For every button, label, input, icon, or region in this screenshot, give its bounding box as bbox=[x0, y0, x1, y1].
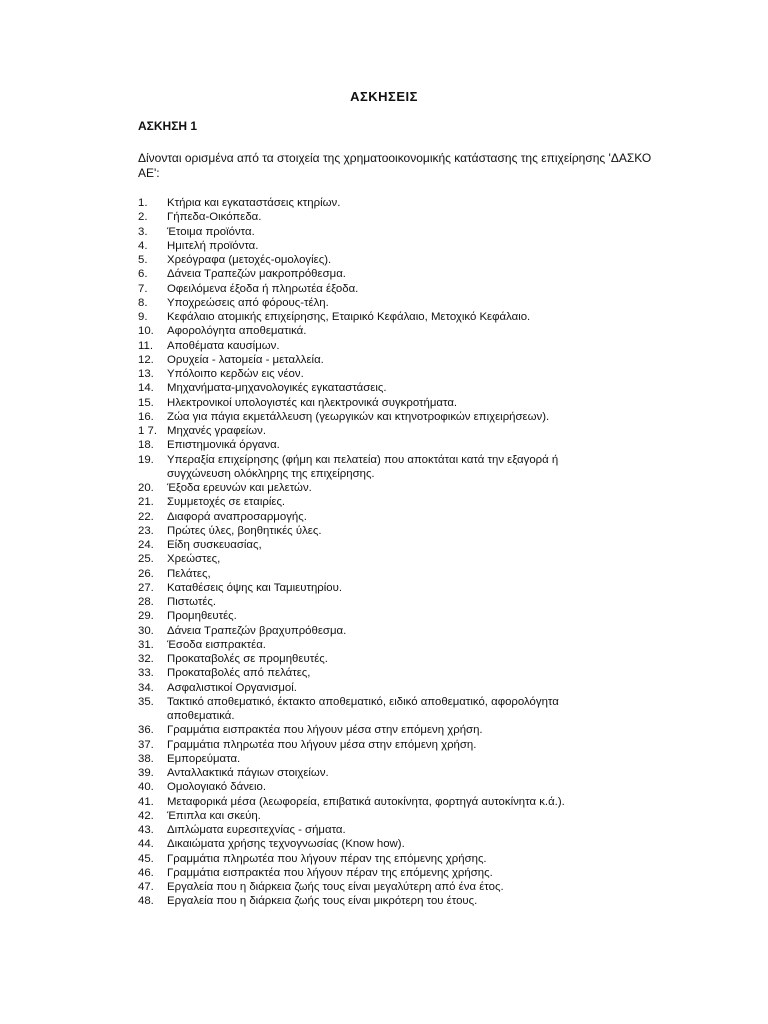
item-text: Μηχανήματα-μηχανολογικές εγκαταστάσεις. bbox=[167, 382, 387, 395]
item-text: Υπεραξία επιχείρησης (φήμη και πελατεία) που αποκτάται κατά την εξαγορά ή συγχώνευση ολόκληρης της επιχείρησης. bbox=[167, 453, 559, 480]
item-number: 20. bbox=[138, 482, 154, 494]
item-text: Ημιτελή προϊόντα. bbox=[167, 239, 259, 252]
item-number: 44. bbox=[138, 838, 154, 851]
list-item bbox=[138, 723, 608, 737]
list-item bbox=[138, 681, 608, 695]
item-number: 14. bbox=[138, 382, 154, 395]
list-item bbox=[138, 738, 608, 752]
item-text: Αφορολόγητα αποθεματικά. bbox=[167, 325, 307, 338]
list-item bbox=[138, 438, 608, 452]
item-text: Διαφορά αναπροσαρμογής. bbox=[167, 510, 307, 523]
item-text: Ζώα για πάγια εκμετάλλευση (γεωργικών και κτηνοτροφικών επιχειρήσεων). bbox=[167, 410, 550, 423]
list-item bbox=[138, 396, 608, 410]
item-text: Υπόλοιπο κερδών εις νέον. bbox=[167, 368, 304, 380]
list-item bbox=[138, 652, 608, 666]
list-item bbox=[138, 538, 608, 552]
item-number: 26. bbox=[138, 567, 154, 580]
list-item bbox=[138, 609, 608, 623]
item-text: Έσοδα εισπρακτέα. bbox=[167, 638, 266, 651]
item-text: Δάνεια Τραπεζών μακροπρόθεσμα. bbox=[167, 268, 346, 281]
list-item bbox=[138, 752, 608, 766]
item-text: Υποχρεώσεις από φόρους-τέλη. bbox=[167, 296, 329, 309]
item-number: 5. bbox=[138, 254, 148, 266]
item-text: Κτήρια και εγκαταστάσεις κτηρίων. bbox=[167, 197, 341, 209]
item-text: Χρεώστες, bbox=[167, 553, 221, 566]
item-text: Είδη συσκευασίας, bbox=[167, 539, 262, 551]
item-number: 7. bbox=[138, 282, 148, 295]
item-number: 29. bbox=[138, 610, 154, 623]
item-text: Προμηθευτές. bbox=[167, 610, 237, 623]
item-number: 22. bbox=[138, 510, 154, 523]
item-number: 24. bbox=[138, 539, 154, 551]
item-number: 46. bbox=[138, 866, 154, 879]
item-text: Εργαλεία που η διάρκεια ζωής τους είναι μεγαλύτερη από ένα έτος. bbox=[167, 881, 504, 893]
item-number: 18. bbox=[138, 439, 154, 452]
item-text: Επιστημονικά όργανα. bbox=[167, 439, 280, 452]
item-text: Ανταλλακτικά πάγιων στοιχείων. bbox=[167, 767, 329, 779]
list-item bbox=[138, 552, 608, 566]
item-text: Γραμμάτια πληρωτέα που λήγουν πέραν της επόμενης χρήσης. bbox=[167, 852, 487, 865]
item-number: 4. bbox=[138, 239, 148, 252]
list-item bbox=[138, 624, 608, 638]
item-text: Αποθέματα καυσίμων. bbox=[167, 339, 280, 352]
item-text: Εργαλεία που η διάρκεια ζωής τους είναι μικρότερη του έτους. bbox=[167, 895, 478, 908]
list-item bbox=[138, 339, 608, 353]
list-item bbox=[138, 880, 608, 894]
item-text: Δικαιώματα χρήσης τεχνογνωσίας (Know how). bbox=[167, 838, 405, 851]
item-number: 31. bbox=[138, 638, 154, 651]
list-item bbox=[138, 766, 608, 780]
list-item bbox=[138, 837, 608, 851]
item-text: Πελάτες, bbox=[167, 567, 211, 580]
list-item bbox=[138, 210, 608, 224]
item-number: 27. bbox=[138, 581, 154, 594]
item-number: 43. bbox=[138, 824, 154, 836]
item-text: Γραμμάτια εισπρακτέα που λήγουν μέσα στην επόμενη χρήση. bbox=[167, 724, 483, 737]
list-item bbox=[138, 381, 608, 395]
item-number: 13. bbox=[138, 368, 154, 380]
list-item bbox=[138, 510, 608, 524]
list-item bbox=[138, 481, 608, 495]
list-item bbox=[138, 353, 608, 367]
document-title: ΑΣΚΗΣΕΙΣ bbox=[350, 89, 418, 104]
item-text: Διπλώματα ευρεσιτεχνίας - σήματα. bbox=[167, 824, 346, 836]
item-number: 47. bbox=[138, 881, 154, 893]
item-text: Έπιπλα και σκεύη. bbox=[167, 809, 261, 822]
item-number: 19. bbox=[138, 453, 154, 466]
item-text: Ομολογιακό δάνειο. bbox=[167, 781, 266, 794]
list-item bbox=[138, 253, 608, 267]
item-text: Πιστωτές. bbox=[167, 596, 217, 608]
item-number: 11. bbox=[138, 339, 153, 352]
item-text: Προκαταβολές από πελάτες, bbox=[167, 667, 311, 680]
list-item bbox=[138, 324, 608, 338]
list-item bbox=[138, 410, 608, 424]
item-number: 39. bbox=[138, 767, 154, 779]
item-text: Γήπεδα-Οικόπεδα. bbox=[167, 211, 262, 224]
list-item bbox=[138, 666, 608, 680]
list-item bbox=[138, 638, 608, 652]
list-item bbox=[138, 524, 608, 538]
list-item bbox=[138, 823, 608, 837]
item-number: 16. bbox=[138, 410, 154, 423]
list-item bbox=[138, 282, 608, 296]
items-list bbox=[138, 196, 608, 909]
list-item bbox=[138, 267, 608, 281]
item-number: 21. bbox=[138, 496, 154, 509]
item-number: 40. bbox=[138, 781, 154, 794]
item-text: Γραμμάτια εισπρακτέα που λήγουν πέραν της επόμενης χρήσης. bbox=[167, 866, 493, 879]
item-text: Εμπορεύματα. bbox=[167, 752, 241, 765]
list-item bbox=[138, 567, 608, 581]
item-number: 23. bbox=[138, 524, 154, 537]
item-number: 8. bbox=[138, 296, 148, 309]
exercise-heading: ΑΣΚΗΣΗ 1 bbox=[138, 119, 198, 133]
item-text: Μεταφορικά μέσα (λεωφορεία, επιβατικά αυτοκίνητα, φορτηγά αυτοκίνητα κ.ά.). bbox=[167, 795, 565, 808]
item-number: 1. bbox=[138, 197, 148, 209]
item-text: Ηλεκτρονικοί υπολογιστές και ηλεκτρονικά συγκροτήματα. bbox=[167, 396, 458, 409]
item-number: 38. bbox=[138, 752, 154, 765]
item-number: 45. bbox=[138, 852, 154, 865]
item-number: 28. bbox=[138, 596, 154, 608]
item-number: 30. bbox=[138, 624, 154, 637]
list-item bbox=[138, 780, 608, 794]
item-number: 35. bbox=[138, 695, 154, 708]
list-item bbox=[138, 581, 608, 595]
item-number: 1 7. bbox=[138, 425, 157, 437]
item-text: Προκαταβολές σε προμηθευτές. bbox=[167, 653, 328, 665]
item-number: 32. bbox=[138, 653, 154, 665]
item-number: 9. bbox=[138, 311, 148, 323]
list-item bbox=[138, 225, 608, 239]
item-number: 37. bbox=[138, 738, 154, 751]
list-item bbox=[138, 453, 608, 482]
item-number: 12. bbox=[138, 353, 154, 366]
item-number: 15. bbox=[138, 396, 154, 409]
item-text: Καταθέσεις όψης και Ταμιευτηρίου. bbox=[167, 581, 343, 594]
item-number: 42. bbox=[138, 809, 154, 822]
item-text: Οφειλόμενα έξοδα ή πληρωτέα έξοδα. bbox=[167, 282, 359, 295]
item-number: 25. bbox=[138, 553, 154, 566]
item-text: Κεφάλαιο ατομικής επιχείρησης, Εταιρικό Κεφάλαιο, Μετοχικό Κεφάλαιο. bbox=[167, 311, 531, 323]
list-item bbox=[138, 795, 608, 809]
list-item bbox=[138, 866, 608, 880]
item-text: Ασφαλιστικοί Οργανισμοί. bbox=[167, 681, 297, 694]
item-number: 41. bbox=[138, 795, 154, 808]
item-text: Τακτικό αποθεματικό, έκτακτο αποθεματικό, ειδικό αποθεματικό, αφορολόγητα αποθεματικά. bbox=[167, 695, 559, 722]
item-number: 2. bbox=[138, 211, 148, 224]
item-text: Γραμμάτια πληρωτέα που λήγουν μέσα στην επόμενη χρήση. bbox=[167, 738, 477, 751]
list-item bbox=[138, 310, 608, 324]
list-item bbox=[138, 239, 608, 253]
item-text: Έτοιμα προϊόντα. bbox=[167, 225, 255, 238]
item-text: Έξοδα ερευνών και μελετών. bbox=[167, 482, 312, 494]
list-item bbox=[138, 595, 608, 609]
item-text: Δάνεια Τραπεζών βραχυπρόθεσμα. bbox=[167, 624, 347, 637]
item-text: Μηχανές γραφείων. bbox=[167, 425, 267, 437]
list-item bbox=[138, 894, 608, 908]
item-number: 48. bbox=[138, 895, 154, 908]
list-item bbox=[138, 424, 608, 438]
list-item bbox=[138, 296, 608, 310]
item-number: 3. bbox=[138, 225, 148, 238]
item-text: Συμμετοχές σε εταιρίες. bbox=[167, 496, 286, 509]
intro-paragraph: Δίνονται ορισμένα από τα στοιχεία της χρηματοοικονομικής κατάστασης της επιχείρησης 'ΔΑΣΚΟ ΑΕ': bbox=[138, 151, 652, 180]
item-number: 10. bbox=[138, 325, 154, 338]
item-text: Πρώτες ύλες, βοηθητικές ύλες. bbox=[167, 524, 322, 537]
list-item bbox=[138, 695, 608, 724]
item-text: Ορυχεία - λατομεία - μεταλλεία. bbox=[167, 353, 324, 366]
item-number: 34. bbox=[138, 681, 154, 694]
list-item bbox=[138, 367, 608, 381]
list-item bbox=[138, 495, 608, 509]
item-text: Χρεόγραφα (μετοχές-ομολογίες). bbox=[167, 254, 332, 266]
list-item bbox=[138, 852, 608, 866]
item-number: 33. bbox=[138, 667, 154, 680]
list-item bbox=[138, 809, 608, 823]
item-number: 6. bbox=[138, 268, 148, 281]
list-item bbox=[138, 196, 608, 210]
item-number: 36. bbox=[138, 724, 154, 737]
